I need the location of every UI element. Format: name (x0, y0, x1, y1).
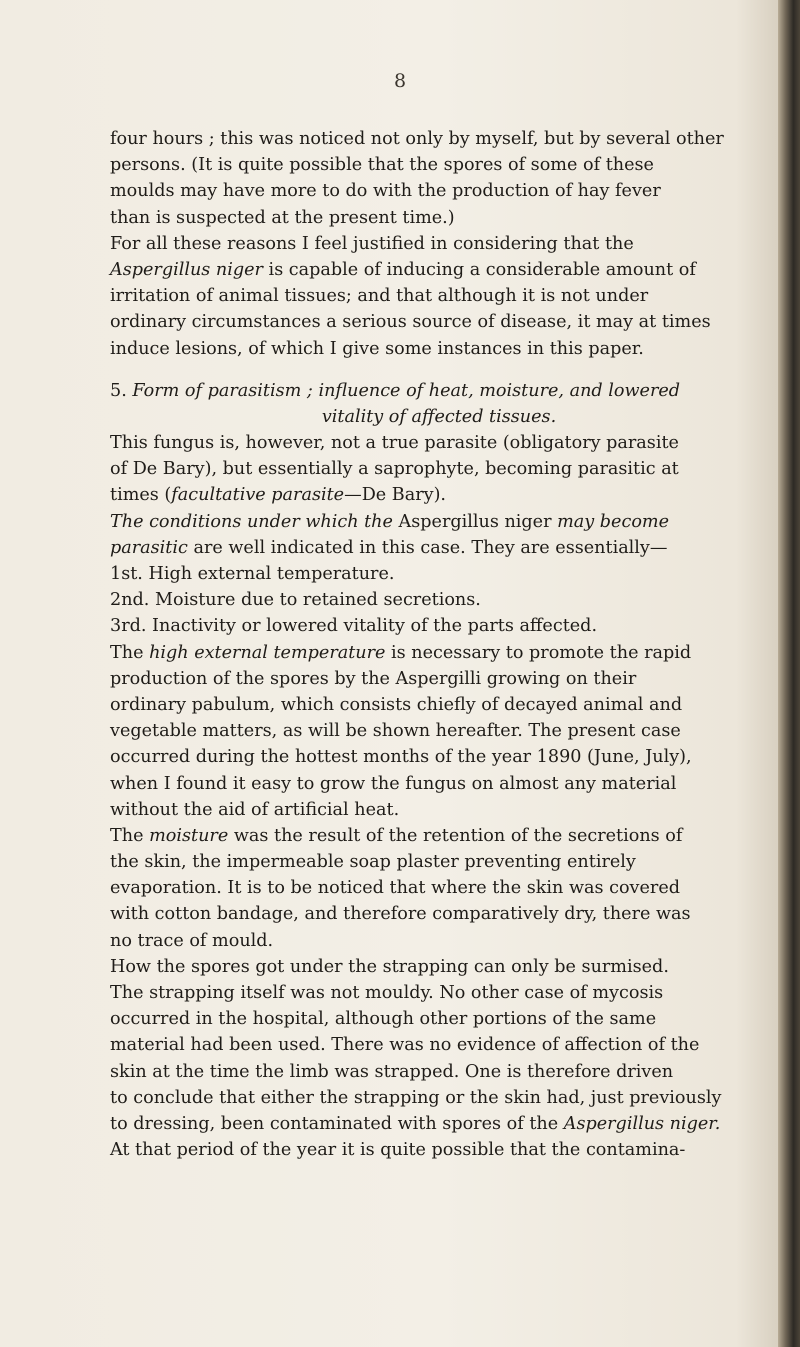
italic-term: parasitic (110, 537, 188, 558)
text-line: no trace of mould. (110, 930, 274, 951)
text-line: The strapping itself was not mouldy. No other case of mycosis (110, 983, 664, 1003)
text-line: persons. (It is quite possible that the spores of some of these (110, 155, 654, 176)
text-span: was the result of the retention of the secretions of (228, 825, 683, 846)
text-line: moulds may have more to do with the production of hay fever (110, 181, 661, 202)
text-line: How the spores got under the strapping can only be surmised. (110, 956, 669, 977)
text-line: occurred during the hottest months of the year 1890 (June, July), (110, 747, 692, 768)
section-heading-cont (110, 404, 768, 430)
page-edge-shadow (778, 0, 800, 1347)
list-item: 3rd. Inactivity or lowered vitality of the parts affected. (110, 616, 598, 637)
section-title-cont: vitality of affected tissues. (321, 406, 557, 427)
text-line: four hours ; this was noticed not only by myself, but by several other (110, 129, 724, 149)
text-line: ordinary pabulum, which consists chiefly of decayed animal and (110, 694, 683, 715)
body-text (110, 126, 768, 1163)
text-line (110, 640, 768, 666)
text-line: material had been used. There was no evidence of affection of the (110, 1035, 700, 1056)
species-name: Aspergillus niger. (563, 1113, 721, 1134)
text-line: induce lesions, of which I give some instances in this paper. (110, 338, 644, 359)
italic-phrase: The conditions under which the (110, 511, 393, 532)
text-line (110, 482, 768, 508)
italic-term: high external temperature (149, 642, 386, 663)
text-line (110, 509, 768, 535)
text-line: ordinary circumstances a serious source of disease, it may at times (110, 312, 711, 333)
italic-phrase: may become (557, 511, 670, 532)
section-heading (110, 378, 768, 404)
page-number: 8 (393, 70, 407, 92)
text-line (110, 823, 768, 849)
text-span: to dressing, been contaminated with spores of the (110, 1113, 564, 1134)
text-line: irritation of animal tissues; and that although it is not under (110, 286, 649, 307)
text-span: times ( (110, 485, 172, 506)
list-item: 2nd. Moisture due to retained secretions. (110, 590, 481, 611)
text-span: Aspergillus niger (392, 511, 558, 532)
text-line: For all these reasons I feel justified in considering that the (110, 233, 634, 254)
section-title: Form of parasitism ; influence of heat, moisture, and lowered (132, 380, 681, 401)
text-line: without the aid of artificial heat. (110, 799, 400, 820)
text-line: This fungus is, however, not a true parasite (obligatory parasite (110, 433, 679, 454)
species-name: Aspergillus niger (110, 259, 263, 280)
text-span: is capable of inducing a considerable amount of (262, 259, 696, 280)
text-line: evaporation. It is to be noticed that where the skin was covered (110, 878, 680, 899)
text-line: occurred in the hospital, although other portions of the same (110, 1009, 657, 1030)
text-line: At that period of the year it is quite possible that the contamina- (110, 1140, 686, 1161)
italic-term: facultative parasite (171, 485, 345, 506)
section-number: 5. (110, 380, 133, 401)
text-span: The (110, 825, 150, 846)
text-span: —De Bary). (344, 485, 447, 506)
text-line: the skin, the impermeable soap plaster preventing entirely (110, 852, 636, 873)
text-line: of De Bary), but essentially a saprophyte, becoming parasitic at (110, 459, 679, 480)
text-line: skin at the time the limb was strapped. One is therefore driven (110, 1061, 674, 1082)
text-line: production of the spores by the Aspergilli growing on their (110, 668, 637, 689)
text-line (110, 535, 768, 561)
text-span: The (110, 642, 150, 663)
text-line: than is suspected at the present time.) (110, 207, 455, 228)
text-line (110, 1111, 768, 1137)
text-span: are well indicated in this case. They are essentially— (187, 537, 668, 558)
text-line: when I found it easy to grow the fungus on almost any material (110, 773, 677, 794)
italic-term: moisture (149, 825, 229, 846)
text-span: is necessary to promote the rapid (385, 642, 692, 663)
text-line: with cotton bandage, and therefore comparatively dry, there was (110, 904, 691, 925)
text-line (110, 257, 768, 283)
text-line: to conclude that either the strapping or the skin had, just previously (110, 1087, 722, 1108)
list-item: 1st. High external temperature. (110, 564, 395, 584)
text-line: vegetable matters, as will be shown hereafter. The present case (110, 721, 681, 742)
